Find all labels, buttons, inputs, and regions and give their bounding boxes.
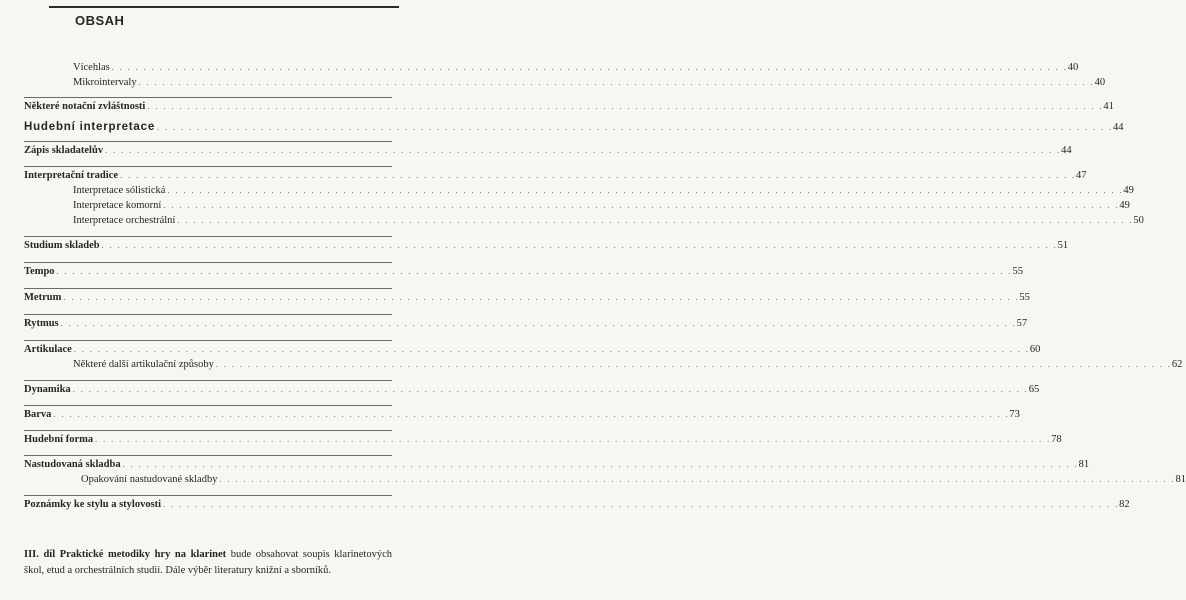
toc-entry-page: 55 [1012,266,1024,277]
toc-entry-label: Rytmus [24,318,59,329]
dot-leader: . . . . . . . . . . . . . . . . . . . . . . . . . . . . . . . . . . . . . . . . . . . . . . . . . . . . . . . . . . . . . . . . . . . . . . . . . . . . . . . . . . . . . . . . . . . . . . . . . . . . . . . . . . . . . . . . . . . . . . . . [122,460,1079,469]
toc-entry [24,314,1028,333]
toc-entry-label: Artikulace [24,344,72,355]
toc-entry-page: 81 [1175,474,1186,485]
table-of-contents [24,62,1186,514]
toc-entry [24,380,1040,399]
dot-leader: . . . . . . . . . . . . . . . . . . . . . . . . . . . . . . . . . . . . . . . . . . . . . . . . . . . . . . . . . . . . . . . . . . . . . . . . . . . . . . . . . . . . . . . . . . . . . . . . . . . . . . . . . . . . . . . . . . . . . . . . [63,293,1020,302]
dot-leader: . . . . . . . . . . . . . . . . . . . . . . . . . . . . . . . . . . . . . . . . . . . . . . . . . . . . . . . . . . . . . . . . . . . . . . . . . . . . . . . . . . . . . . . . . . . . . . . . . . . . . . . . . . . . . . . . . . . . . . . . [101,241,1058,250]
toc-entry-label: Některé další artikulační způsoby [73,359,214,370]
dot-leader: . . . . . . . . . . . . . . . . . . . . . . . . . . . . . . . . . . . . . . . . . . . . . . . . . . . . . . . . . . . . . . . . . . . . . . . . . . . . . . . . . . . . . . . . . . . . . . . . . . . . . . . . . . . . . . . . . . . . . . . . [73,345,1030,354]
top-rule [49,6,399,8]
toc-entry-page: 82 [1119,499,1130,510]
toc-entry [24,200,1130,215]
toc-entry-label: Poznámky ke stylu a stylovosti [24,499,162,510]
toc-entry-page: 73 [1009,409,1020,420]
toc-entry-page: 55 [1019,292,1030,303]
dot-leader: . . . . . . . . . . . . . . . . . . . . . . . . . . . . . . . . . . . . . . . . . . . . . . . . . . . . . . . . . . . . . . . . . . . . . . . . . . . . . . . . . . . . . . . . . . . . . . . . . . . . . . . . . . . . . . . . . . . . . . . . [95,435,1052,444]
toc-entry-label: Interpretace sólistická [73,185,166,196]
dot-leader: . . . . . . . . . . . . . . . . . . . . . . . . . . . . . . . . . . . . . . . . . . . . . . . . . . . . . . . . . . . . . . . . . . . . . . . . . . . . . . . . . . . . . . . . . . . . . . . . . . . . . . . . . . . . . . . . . . . . . . . . [60,319,1017,328]
toc-entry-label: Některé notační zvláštnosti [24,101,146,112]
toc-entry-label: Hudební interpretace [24,121,156,133]
toc-entry [24,141,1072,160]
toc-entry [24,185,1134,200]
toc-entry [24,236,1069,255]
toc-entry-page: 44 [1113,122,1124,133]
dot-leader: . . . . . . . . . . . . . . . . . . . . . . . . . . . . . . . . . . . . . . . . . . . . . . . . . . . . . . . . . . . . . . . . . . . . . . . . . . . . . . . . . . . . . . . . . . . . . . . . . . . . . . . . . . . . . . . . . . . . . . . . [138,78,1095,87]
toc-entry-label: Nastudovaná skladba [24,459,121,470]
dot-leader: . . . . . . . . . . . . . . . . . . . . . . . . . . . . . . . . . . . . . . . . . . . . . . . . . . . . . . . . . . . . . . . . . . . . . . . . . . . . . . . . . . . . . . . . . . . . . . . . . . . . . . . . . . . . . . . . . . . . . . . . [157,123,1114,132]
dot-leader: . . . . . . . . . . . . . . . . . . . . . . . . . . . . . . . . . . . . . . . . . . . . . . . . . . . . . . . . . . . . . . . . . . . . . . . . . . . . . . . . . . . . . . . . . . . . . . . . . . . . . . . . . . . . . . . . . . . . . . . . [163,500,1120,509]
dot-leader: . . . . . . . . . . . . . . . . . . . . . . . . . . . . . . . . . . . . . . . . . . . . . . . . . . . . . . . . . . . . . . . . . . . . . . . . . . . . . . . . . . . . . . . . . . . . . . . . . . . . . . . . . . . . . . . . . . . . . . . . [53,410,1010,419]
toc-entry [24,474,1186,489]
dot-leader: . . . . . . . . . . . . . . . . . . . . . . . . . . . . . . . . . . . . . . . . . . . . . . . . . . . . . . . . . . . . . . . . . . . . . . . . . . . . . . . . . . . . . . . . . . . . . . . . . . . . . . . . . . . . . . . . . . . . . . . . [72,385,1029,394]
toc-entry [24,166,1087,185]
dot-leader: . . . . . . . . . . . . . . . . . . . . . . . . . . . . . . . . . . . . . . . . . . . . . . . . . . . . . . . . . . . . . . . . . . . . . . . . . . . . . . . . . . . . . . . . . . . . . . . . . . . . . . . . . . . . . . . . . . . . . . . . [56,267,1013,276]
toc-entry-page: 49 [1123,185,1134,196]
toc-entry [24,430,1062,449]
toc-entry-label: Zápis skladatelův [24,145,104,156]
dot-leader: . . . . . . . . . . . . . . . . . . . . . . . . . . . . . . . . . . . . . . . . . . . . . . . . . . . . . . . . . . . . . . . . . . . . . . . . . . . . . . . . . . . . . . . . . . . . . . . . . . . . . . . . . . . . . . . . . . . . . . . . [167,186,1124,195]
toc-entry-page: 57 [1016,318,1028,329]
toc-entry-page: 40 [1067,62,1079,73]
toc-entry [24,340,1041,359]
toc-entry-label: Tempo [24,266,55,277]
toc-entry-label: Interpretační tradice [24,170,118,181]
toc-entry-page: 47 [1076,170,1087,181]
toc-entry [24,62,1079,77]
toc-entry-page: 40 [1094,77,1106,88]
note-text: bude obsahovat soupis klarinetových škol, etud a orchestrálních studií. Dále výběr literatury knižní a sborníků. [24,548,392,576]
toc-entry-label: Metrum [24,292,62,303]
toc-entry-page: 44 [1061,145,1072,156]
toc-entry-label: Vícehlas [73,62,110,73]
toc-entry [24,77,1106,92]
dot-leader: . . . . . . . . . . . . . . . . . . . . . . . . . . . . . . . . . . . . . . . . . . . . . . . . . . . . . . . . . . . . . . . . . . . . . . . . . . . . . . . . . . . . . . . . . . . . . . . . . . . . . . . . . . . . . . . . . . . . . . . . [215,360,1172,369]
toc-entry-label: Opakování nastudované skladby [81,474,218,485]
toc-entry [24,495,1130,514]
dot-leader: . . . . . . . . . . . . . . . . . . . . . . . . . . . . . . . . . . . . . . . . . . . . . . . . . . . . . . . . . . . . . . . . . . . . . . . . . . . . . . . . . . . . . . . . . . . . . . . . . . . . . . . . . . . . . . . . . . . . . . . . [120,171,1076,180]
note-bold-title: III. díl Praktické metodiky hry na klarinet [24,548,227,560]
toc-entry [24,359,1183,374]
dot-leader: . . . . . . . . . . . . . . . . . . . . . . . . . . . . . . . . . . . . . . . . . . . . . . . . . . . . . . . . . . . . . . . . . . . . . . . . . . . . . . . . . . . . . . . . . . . . . . . . . . . . . . . . . . . . . . . . . . . . . . . . [111,63,1068,72]
dot-leader: . . . . . . . . . . . . . . . . . . . . . . . . . . . . . . . . . . . . . . . . . . . . . . . . . . . . . . . . . . . . . . . . . . . . . . . . . . . . . . . . . . . . . . . . . . . . . . . . . . . . . . . . . . . . . . . . . . . . . . . . [147,102,1104,111]
toc-entry [24,262,1024,281]
toc-entry [24,288,1030,307]
dot-leader: . . . . . . . . . . . . . . . . . . . . . . . . . . . . . . . . . . . . . . . . . . . . . . . . . . . . . . . . . . . . . . . . . . . . . . . . . . . . . . . . . . . . . . . . . . . . . . . . . . . . . . . . . . . . . . . . . . . . . . . . [219,475,1176,484]
toc-entry-page: 41 [1103,101,1114,112]
dot-leader: . . . . . . . . . . . . . . . . . . . . . . . . . . . . . . . . . . . . . . . . . . . . . . . . . . . . . . . . . . . . . . . . . . . . . . . . . . . . . . . . . . . . . . . . . . . . . . . . . . . . . . . . . . . . . . . . . . . . . . . . [163,201,1120,210]
toc-entry-label: Dynamika [24,384,71,395]
toc-entry-label: Barva [24,409,52,420]
toc-entry-label: Hudební forma [24,434,94,445]
toc-entry [24,97,1114,116]
toc-entry-label: Interpretace orchestrální [73,215,176,226]
dot-leader: . . . . . . . . . . . . . . . . . . . . . . . . . . . . . . . . . . . . . . . . . . . . . . . . . . . . . . . . . . . . . . . . . . . . . . . . . . . . . . . . . . . . . . . . . . . . . . . . . . . . . . . . . . . . . . . . . . . . . . . . [177,216,1134,225]
page-title: OBSAH [75,13,125,28]
toc-entry-page: 60 [1029,344,1041,355]
toc-entry [24,215,1144,230]
toc-entry-page: 50 [1133,215,1144,226]
toc-entry [24,121,1124,136]
toc-entry [24,455,1090,474]
dot-leader: . . . . . . . . . . . . . . . . . . . . . . . . . . . . . . . . . . . . . . . . . . . . . . . . . . . . . . . . . . . . . . . . . . . . . . . . . . . . . . . . . . . . . . . . . . . . . . . . . . . . . . . . . . . . . . . . . . . . . . . . [105,146,1062,155]
toc-entry-label: Studium skladeb [24,240,100,251]
toc-entry-page: 49 [1119,200,1130,211]
toc-entry-page: 81 [1078,459,1090,470]
note-paragraph [24,547,392,579]
toc-entry [24,405,1020,424]
toc-entry-page: 78 [1051,434,1062,445]
toc-entry-label: Interpretace komorní [73,200,162,211]
toc-entry-page: 51 [1057,240,1069,251]
toc-entry-page: 62 [1171,359,1183,370]
toc-entry-label: Mikrointervaly [73,77,137,88]
toc-entry-page: 65 [1028,384,1040,395]
